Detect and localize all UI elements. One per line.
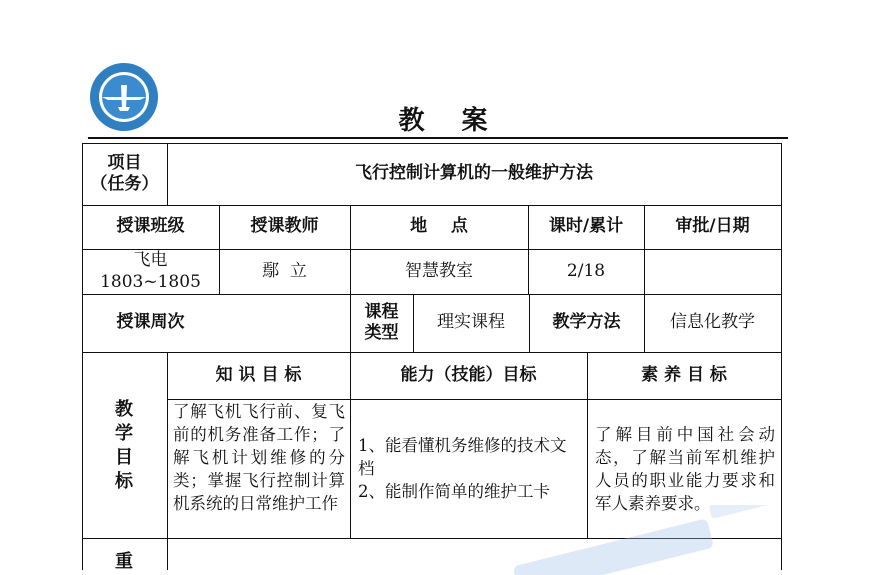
knowledge-text: 了解飞机飞行前、复飞前的机务准备工作；了解飞机计划维修的分类；掌握飞行控制计算机系统的日常维护工作 [173,402,345,513]
document-title: 教 案 [398,106,502,136]
ability-header: 能力（技能）目标 [400,364,537,385]
col-class-header: 授课班级 [116,216,185,237]
course-type-label: 课程 类型 [364,301,399,343]
course-type-value: 理实课程 [437,312,505,333]
week-value [219,294,350,352]
class-value: 飞电 1803~1805 [100,250,201,292]
school-logo [88,61,160,133]
method-label: 教学方法 [552,312,621,333]
week-label: 授课周次 [116,312,185,333]
col-approval-header: 审批/日期 [675,216,750,237]
teacher-value: 鄢 立 [262,260,307,281]
ability-text: 1、能看懂机务维修的技术文档 2、能制作简单的维护工卡 [358,436,567,501]
watermark-logo [500,505,780,575]
hours-value: 2/18 [566,260,606,281]
approval-value [644,249,781,294]
col-location-header: 地 点 [410,216,468,237]
location-value: 智慧教室 [405,260,473,281]
quality-text: 了解目前中国社会动态，了解当前军机维护人员的职业能力要求和军人素养要求。 [595,425,775,513]
col-teacher-header: 授课教师 [250,216,319,237]
quality-header: 素 养 目 标 [641,364,727,385]
col-hours-header: 课时/累计 [548,216,624,237]
method-value: 信息化教学 [670,312,755,333]
knowledge-header: 知 识 目 标 [215,364,302,385]
project-title: 飞行控制计算机的一般维护方法 [355,163,593,184]
project-label: 项目 （任务） [90,152,159,194]
title-rule [88,137,788,139]
next-row-side-label: 重 [115,551,133,572]
objectives-side-label: 教学目标 [115,399,133,492]
